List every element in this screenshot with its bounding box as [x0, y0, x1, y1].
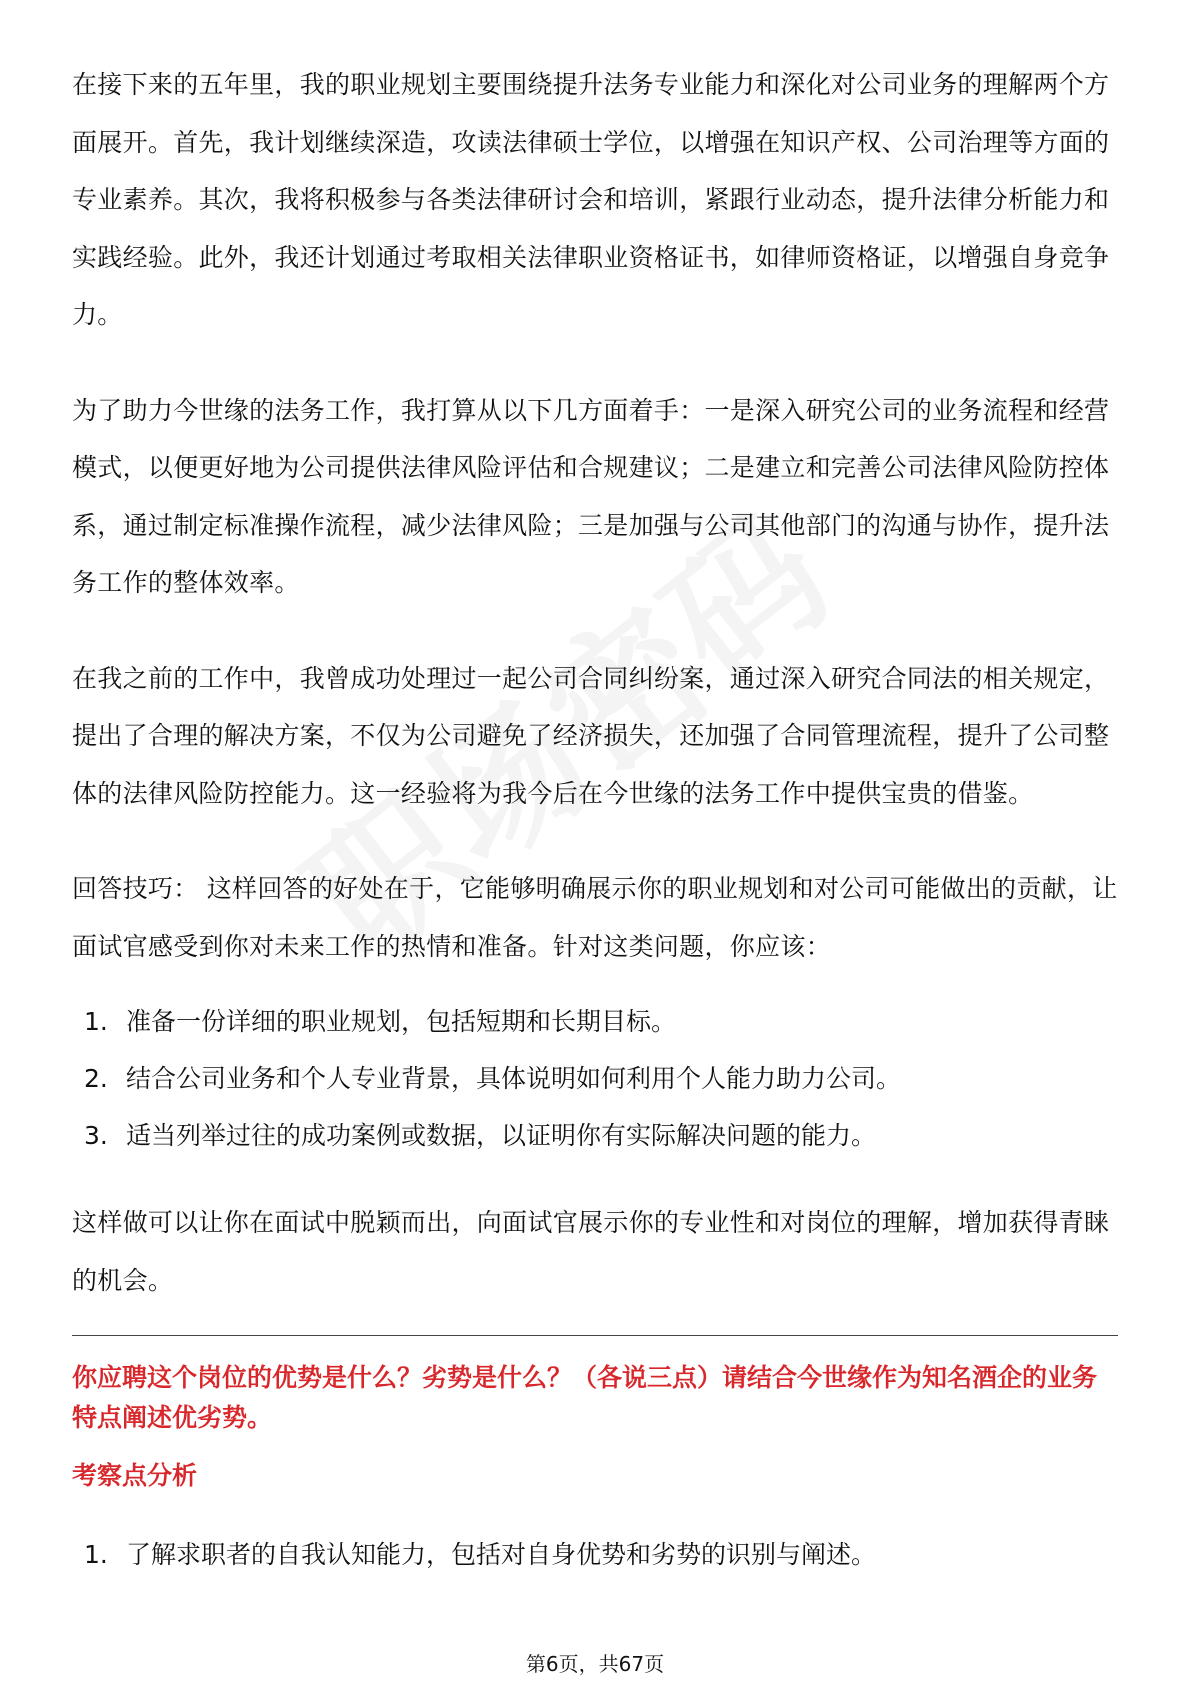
tips-list [72, 993, 1118, 1164]
list-item [84, 1107, 1118, 1164]
list-item [84, 993, 1118, 1050]
list-item-text: 了解求职者的自我认知能力，包括对自身优势和劣势的识别与阐述。 [126, 1540, 877, 1569]
document-content [72, 56, 1118, 1613]
list-item-number: 1. [84, 1540, 108, 1569]
paragraph-closing: 这样做可以让你在面试中脱颖而出，向面试官展示你的专业性和对岗位的理解，增加获得青睐的机会。 [72, 1208, 1110, 1295]
analysis-heading: 考察点分析 [72, 1461, 198, 1490]
question-heading: 你应聘这个岗位的优势是什么？劣势是什么？（各说三点）请结合今世缘作为知名酒企的业务特点阐述优劣势。 [72, 1363, 1098, 1432]
list-item-number: 2. [84, 1064, 108, 1093]
list-item-number: 1. [84, 1007, 108, 1036]
list-item-number: 3. [84, 1121, 108, 1150]
paragraph-past-experience: 在我之前的工作中，我曾成功处理过一起公司合同纠纷案，通过深入研究合同法的相关规定，提出了合理的解决方案，不仅为公司避免了经济损失，还加强了合同管理流程，提升了公司整体的法律风险防控能力。这一经验将为我今后在今世缘的法务工作中提供宝贵的借鉴。 [72, 663, 1110, 808]
list-item-text: 结合公司业务和个人专业背景，具体说明如何利用个人能力助力公司。 [126, 1064, 902, 1093]
paragraph-answer-tips: 回答技巧： 这样回答的好处在于，它能够明确展示你的职业规划和对公司可能做出的贡献，让面试官感受到你对未来工作的热情和准备。针对这类问题，你应该： [72, 874, 1118, 961]
list-item-text: 准备一份详细的职业规划，包括短期和长期目标。 [126, 1007, 677, 1036]
list-item [84, 1526, 1118, 1583]
paragraph-contribution: 为了助力今世缘的法务工作，我打算从以下几方面着手：一是深入研究公司的业务流程和经营模式，以便更好地为公司提供法律风险评估和合规建议；二是建立和完善公司法律风险防控体系，通过制定标准操作流程，减少法律风险；三是加强与公司其他部门的沟通与协作，提升法务工作的整体效率。 [72, 395, 1110, 597]
section-divider [72, 1335, 1118, 1336]
analysis-list [72, 1526, 1118, 1583]
list-item-text: 适当列举过往的成功案例或数据，以证明你有实际解决问题的能力。 [126, 1121, 877, 1150]
page-footer: 第6页，共67页 [525, 1652, 665, 1676]
list-item [84, 1050, 1118, 1107]
paragraph-career-plan: 在接下来的五年里，我的职业规划主要围绕提升法务专业能力和深化对公司业务的理解两个方面展开。首先，我计划继续深造，攻读法律硕士学位，以增强在知识产权、公司治理等方面的专业素养。其次，我将积极参与各类法律研讨会和培训，紧跟行业动态，提升法律分析能力和实践经验。此外，我还计划通过考取相关法律职业资格证书，如律师资格证，以增强自身竞争力。 [72, 70, 1110, 329]
